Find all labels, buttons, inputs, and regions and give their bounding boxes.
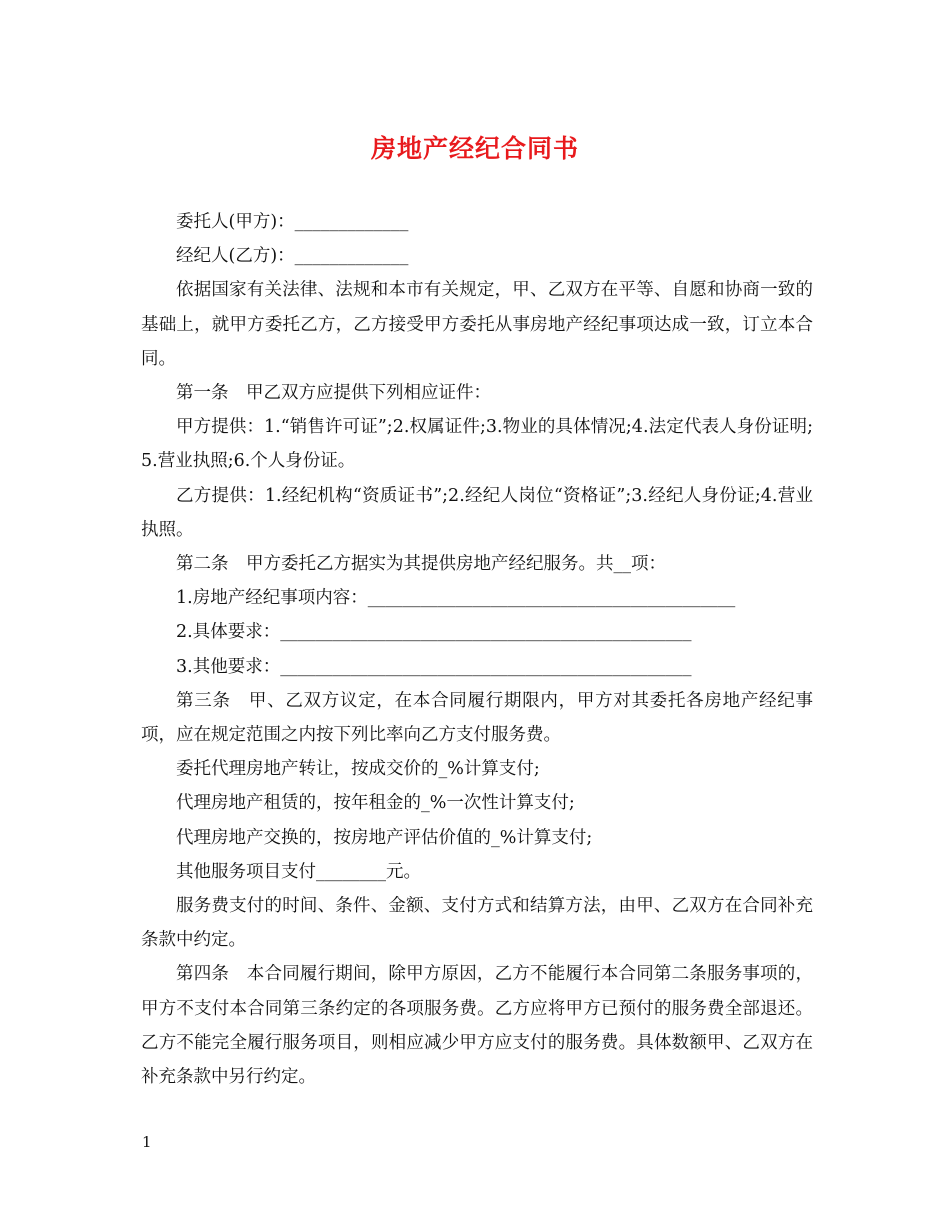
paragraph: 2.具体要求：_______________________________________________ <box>176 622 692 643</box>
paragraph: 委托代理房地产转让，按成交价的_%计算支付; <box>176 759 540 780</box>
paragraph: 经纪人(乙方)：_____________ <box>176 246 409 267</box>
paragraph: 代理房地产交换的，按房地产评估价值的_%计算支付; <box>176 827 593 848</box>
paragraph: 依据国家有关法律、法规和本市有关规定，甲、乙双方在平等、自愿和协商一致的基础上，就甲方委托乙方，乙方接受甲方委托从事房地产经纪事项达成一致，订立本合同。 <box>141 280 813 369</box>
document-body <box>141 205 813 1094</box>
paragraph: 3.其他要求：_______________________________________________ <box>176 656 692 677</box>
paragraph: 1.房地产经纪事项内容：__________________________________________ <box>176 588 736 609</box>
document-title: 房地产经纪合同书 <box>370 134 579 163</box>
paragraph: 第一条 甲乙双方应提供下列相应证件： <box>176 383 491 404</box>
paragraph: 第三条 甲、乙双方议定，在本合同履行期限内，甲方对其委托各房地产经纪事项，应在规定范围之内按下列比率向乙方支付服务费。 <box>141 690 813 746</box>
paragraph: 委托人(甲方)：_____________ <box>176 212 409 232</box>
paragraph: 乙方提供：1.经纪机构“资质证书”;2.经纪人岗位“资格证”;3.经纪人身份证;4.营业执照。 <box>141 485 813 540</box>
paragraph: 其他服务项目支付________元。 <box>176 861 421 882</box>
paragraph: 第二条 甲方委托乙方据实为其提供房地产经纪服务。共__项： <box>176 554 666 575</box>
paragraph: 服务费支付的时间、条件、金额、支付方式和结算方法，由甲、乙双方在合同补充条款中约定。 <box>141 896 813 951</box>
paragraph: 第四条 本合同履行期间，除甲方原因，乙方不能履行本合同第二条服务事项的，甲方不支付本合同第三条约定的各项服务费。乙方应将甲方已预付的服务费全部退还。乙方不能完全履行服务项目，则相应减少甲方应支付的服务费。具体数额甲、乙双方在补充条款中另行约定。 <box>141 964 813 1088</box>
paragraph: 甲方提供：1.“销售许可证”;2.权属证件;3.物业的具体情况;4.法定代表人身份证明;5.营业执照;6.个人身份证。 <box>141 417 813 472</box>
page-number: 1 <box>142 1133 152 1151</box>
paragraph: 代理房地产租赁的，按年租金的_%一次性计算支付; <box>176 793 575 814</box>
